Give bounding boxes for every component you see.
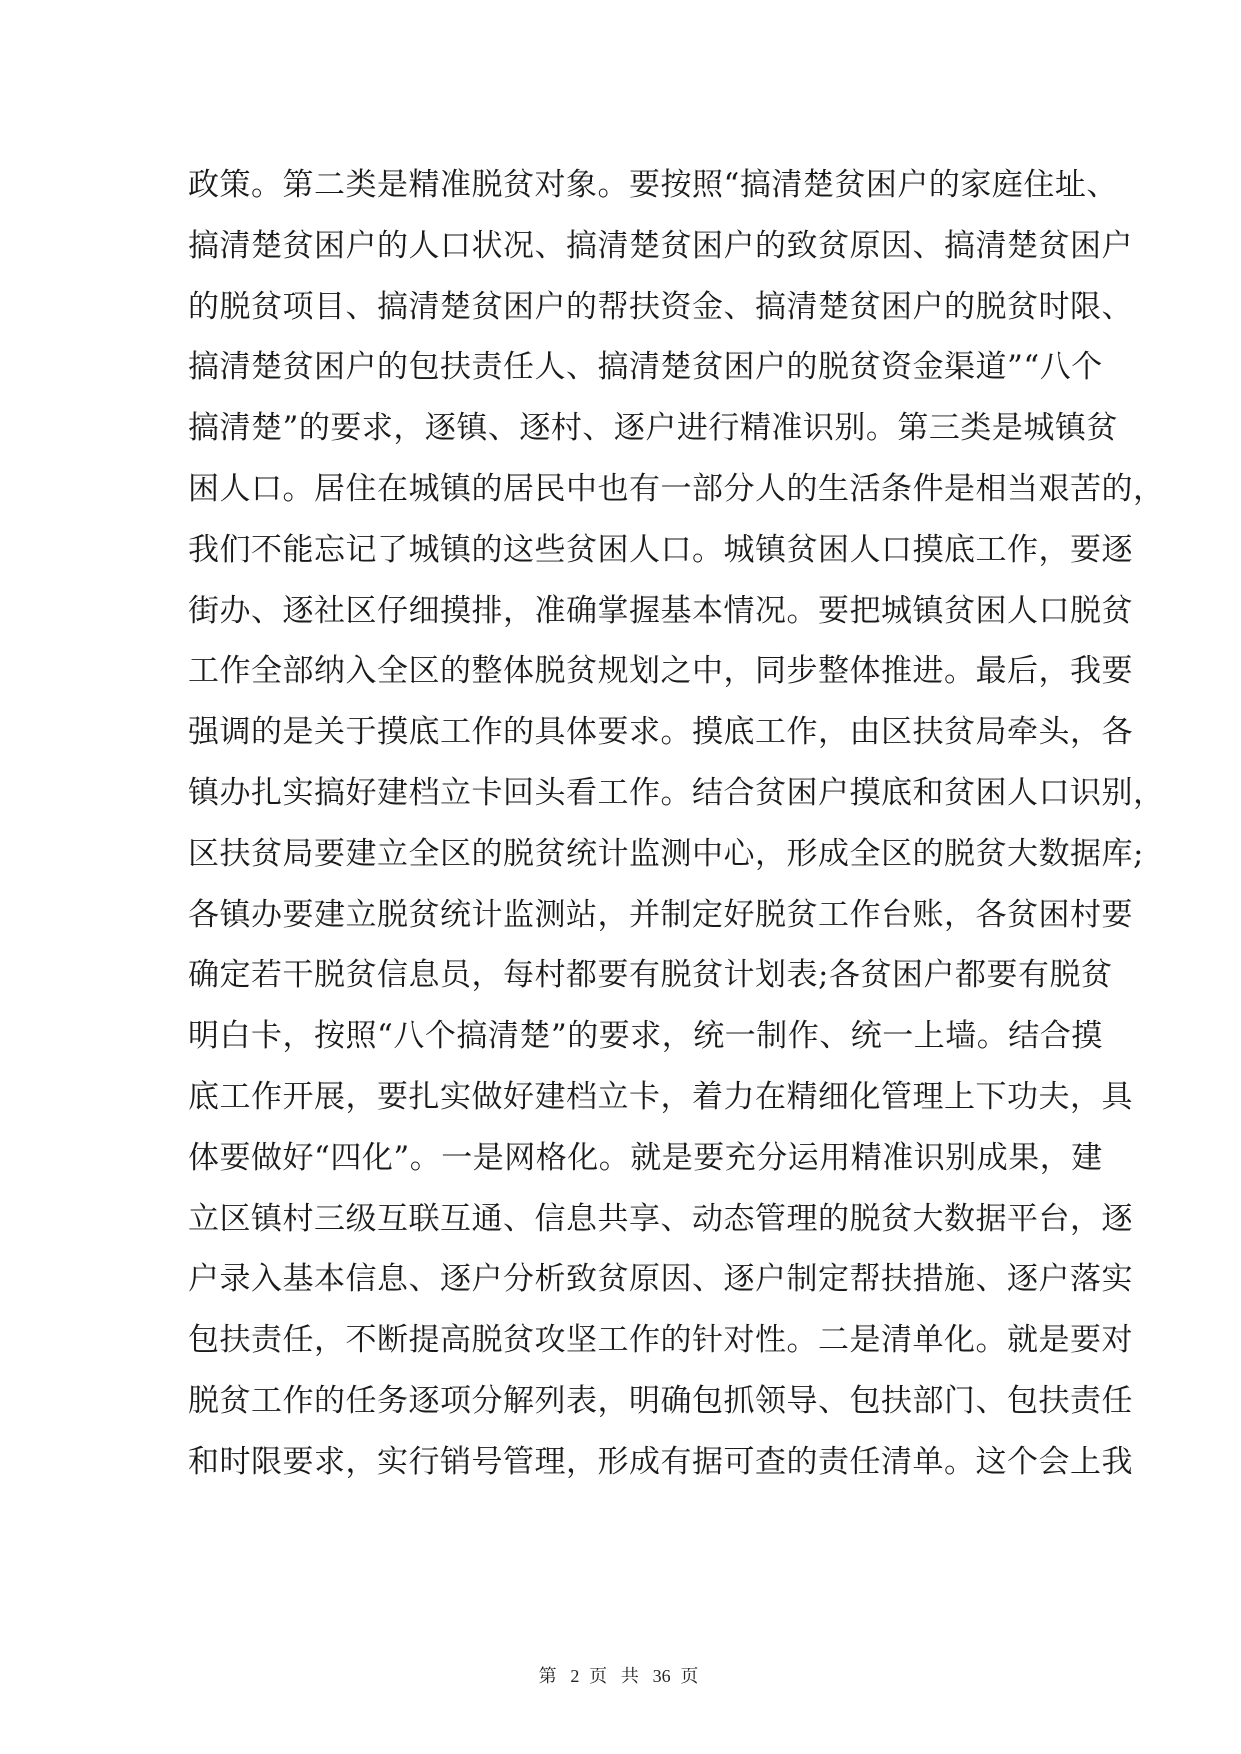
footer-middle: 页 共 bbox=[589, 1666, 643, 1687]
text-line: 我们不能忘记了城镇的这些贫困人口。城镇贫困人口摸底工作，要逐 bbox=[188, 531, 1133, 568]
footer-suffix: 页 bbox=[680, 1666, 703, 1687]
text-line: 和时限要求，实行销号管理，形成有据可查的责任清单。这个会上我 bbox=[188, 1443, 1133, 1480]
text-line: 脱贫工作的任务逐项分解列表，明确包抓领导、包扶部门、包扶责任 bbox=[188, 1382, 1133, 1419]
text-line: 搞清楚”的要求，逐镇、逐村、逐户进行精准识别。第三类是城镇贫 bbox=[188, 410, 1118, 447]
text-line: 各镇办要建立脱贫统计监测站，并制定好脱贫工作台账，各贫困村要 bbox=[188, 896, 1133, 933]
text-line: 明白卡，按照“八个搞清楚”的要求，统一制作、统一上墙。结合摸 bbox=[188, 1018, 1103, 1055]
text-line: 镇办扎实搞好建档立卡回头看工作。结合贫困户摸底和贫困人口识别， bbox=[188, 774, 1165, 811]
text-line: 工作全部纳入全区的整体脱贫规划之中，同步整体推进。最后，我要 bbox=[188, 653, 1133, 690]
current-page-number: 2 bbox=[570, 1666, 580, 1686]
text-line: 包扶责任，不断提高脱贫攻坚工作的针对性。二是清单化。就是要对 bbox=[188, 1322, 1133, 1359]
page-footer bbox=[0, 1662, 1241, 1688]
text-line: 搞清楚贫困户的包扶责任人、搞清楚贫困户的脱贫资金渠道”“八个 bbox=[188, 349, 1103, 386]
text-line: 政策。第二类是精准脱贫对象。要按照“搞清楚贫困户的家庭住址、 bbox=[188, 167, 1118, 203]
text-line: 底工作开展，要扎实做好建档立卡，着力在精细化管理上下功夫，具 bbox=[188, 1078, 1133, 1115]
footer-prefix: 第 bbox=[538, 1666, 561, 1687]
text-line: 立区镇村三级互联互通、信息共享、动态管理的脱贫大数据平台，逐 bbox=[188, 1200, 1133, 1237]
text-line: 搞清楚贫困户的人口状况、搞清楚贫困户的致贫原因、搞清楚贫困户 bbox=[188, 227, 1133, 264]
text-line: 困人口。居住在城镇的居民中也有一部分人的生活条件是相当艰苦的， bbox=[188, 470, 1165, 507]
text-line: 区扶贫局要建立全区的脱贫统计监测中心，形成全区的脱贫大数据库; bbox=[188, 835, 1144, 872]
text-line: 的脱贫项目、搞清楚贫困户的帮扶资金、搞清楚贫困户的脱贫时限、 bbox=[188, 288, 1133, 325]
text-line: 街办、逐社区仔细摸排，准确掌握基本情况。要把城镇贫困人口脱贫 bbox=[188, 592, 1133, 629]
text-line: 确定若干脱贫信息员，每村都要有脱贫计划表;各贫困户都要有脱贫 bbox=[188, 957, 1113, 994]
total-page-count: 36 bbox=[652, 1666, 671, 1686]
text-line: 户录入基本信息、逐户分析致贫原因、逐户制定帮扶措施、逐户落实 bbox=[188, 1261, 1133, 1298]
text-line: 体要做好“四化”。一是网格化。就是要充分运用精准识别成果，建 bbox=[188, 1139, 1103, 1176]
text-line: 强调的是关于摸底工作的具体要求。摸底工作，由区扶贫局牵头，各 bbox=[188, 714, 1133, 751]
body-text bbox=[188, 155, 1165, 1493]
